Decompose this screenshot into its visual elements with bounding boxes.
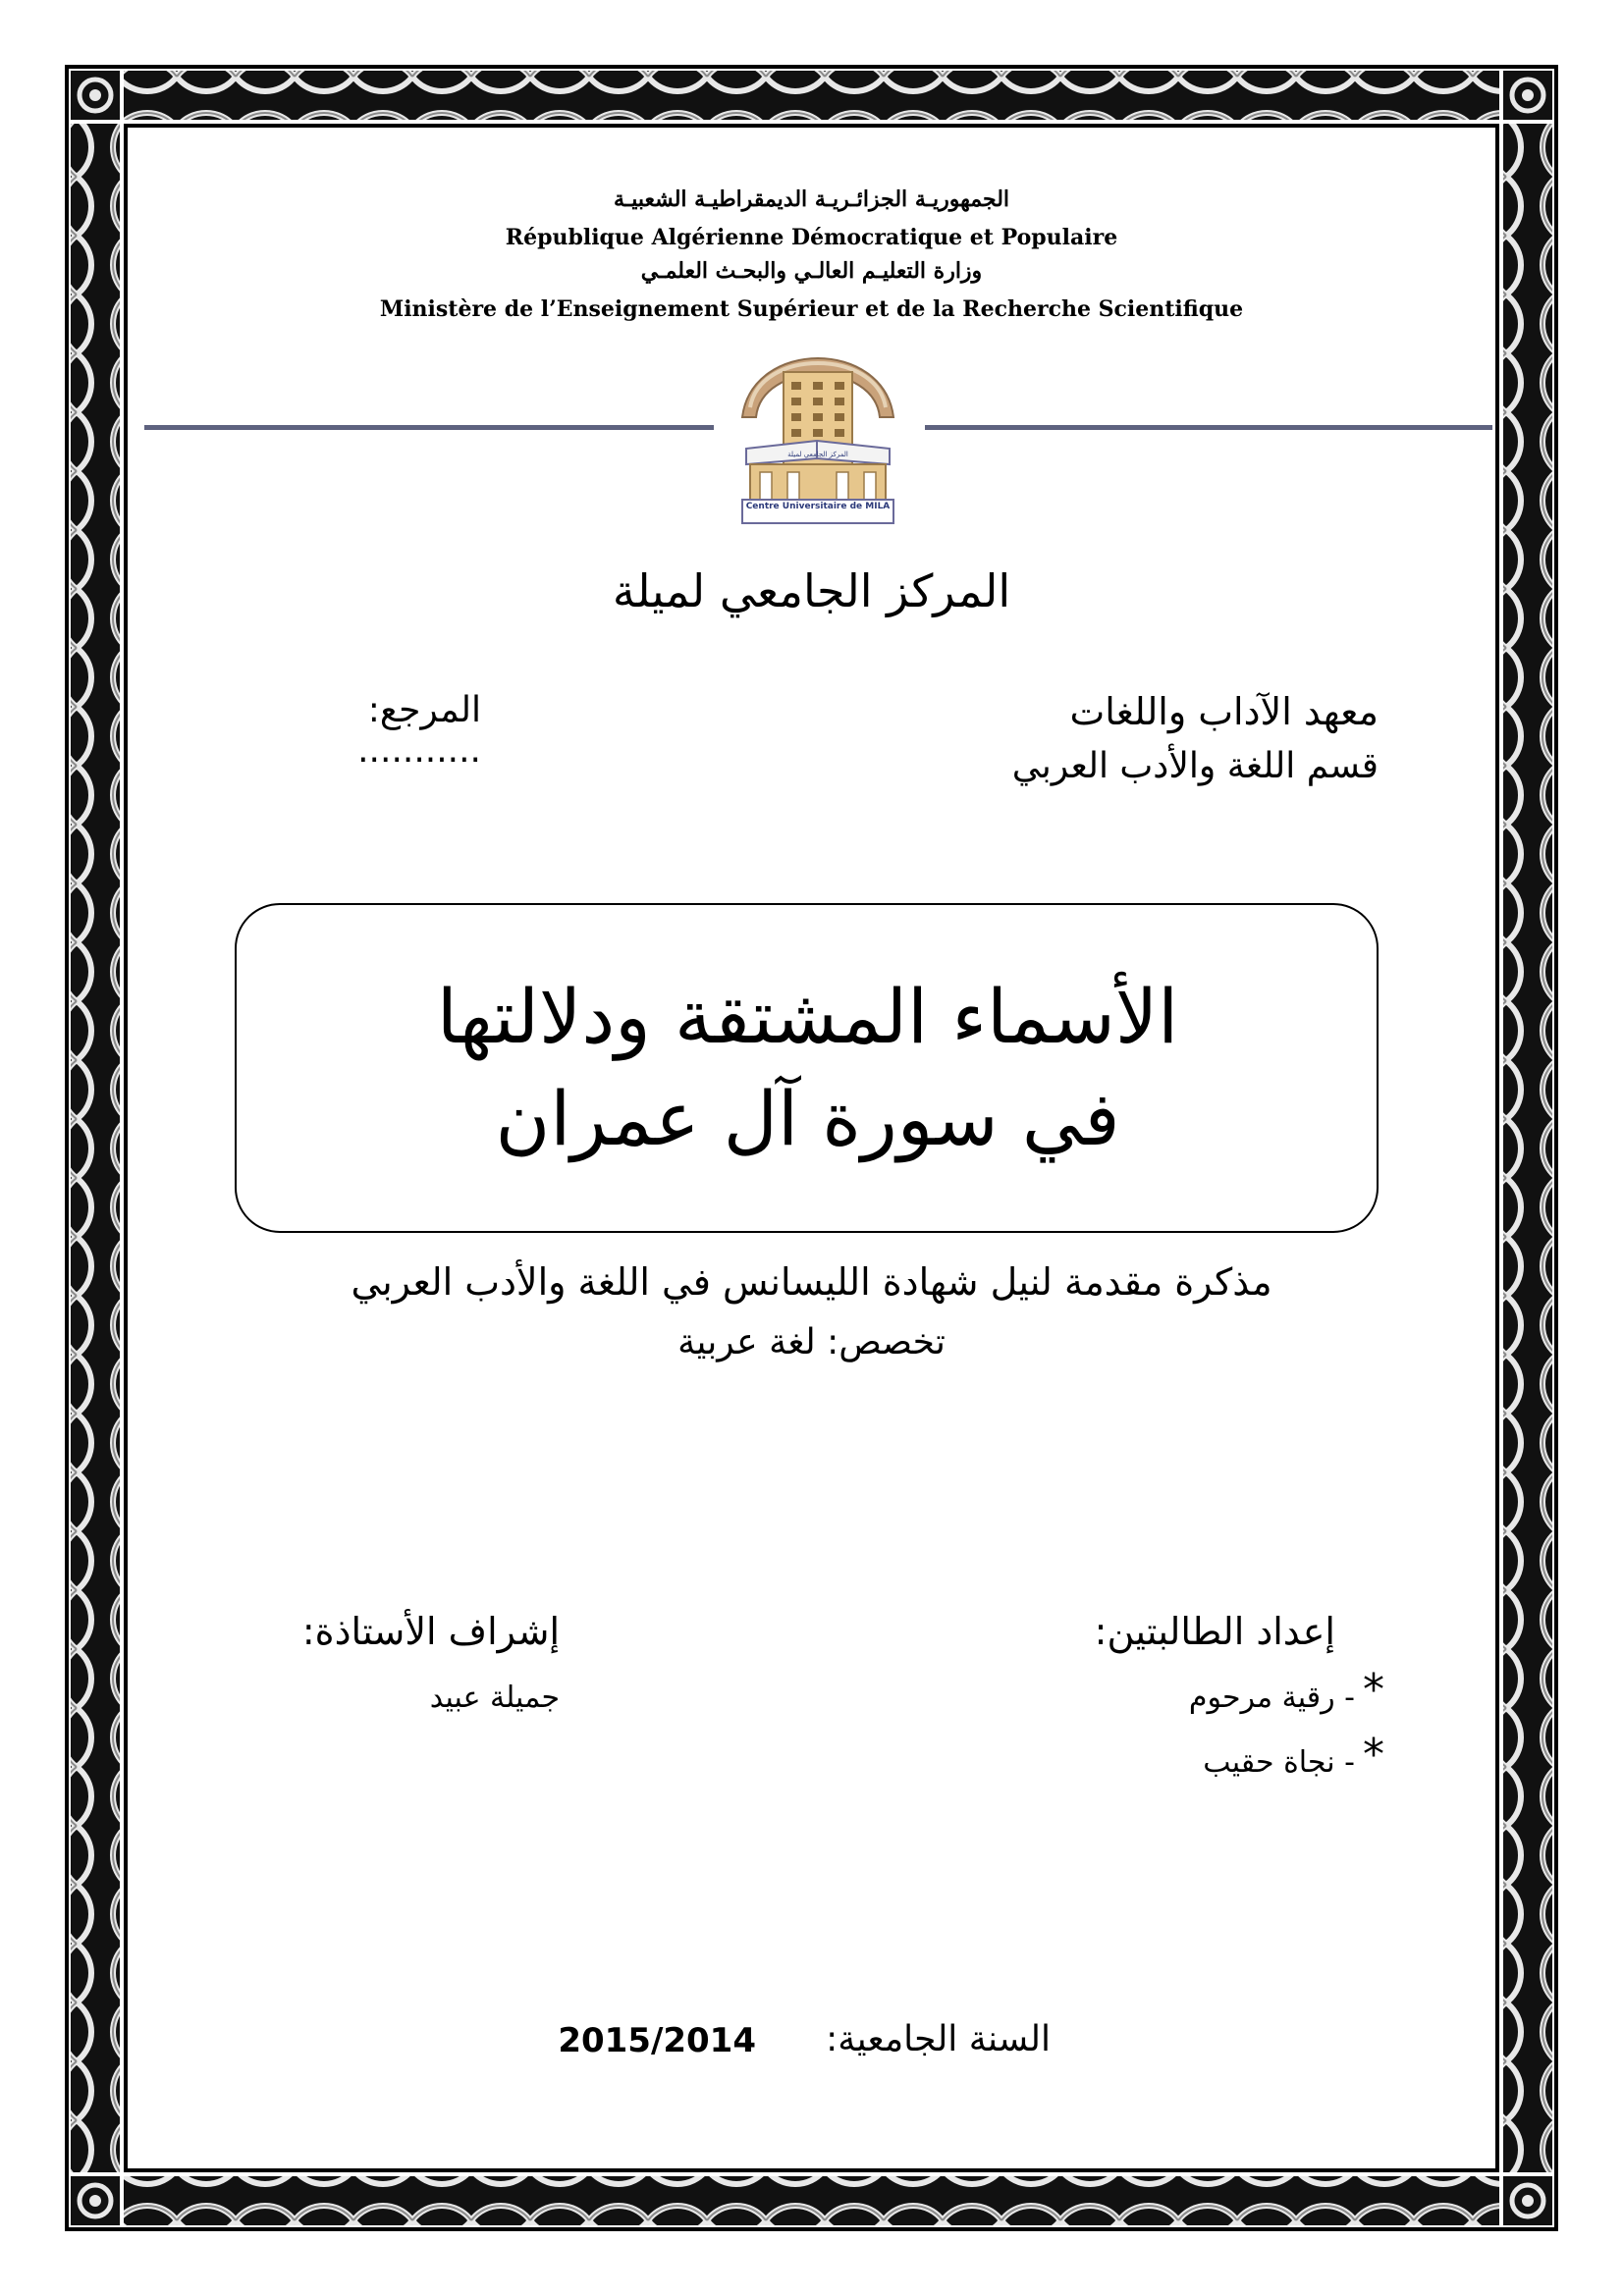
border-corner-top-right xyxy=(1503,71,1552,120)
academic-year-value: 2015/2014 xyxy=(558,2021,756,2060)
header-ministry-fr: Ministère de l’Enseignement Supérieur et de la Recherche Scientifique xyxy=(379,296,1244,322)
supervisor-name: جميلة عبيد xyxy=(429,1681,560,1715)
header-ministry-ar: وزارة التعليـم العالـي والبحـث العلمـي xyxy=(640,258,983,284)
student-2-marker: * xyxy=(1363,1730,1384,1780)
academic-year-label: السنة الجامعية: xyxy=(826,2019,1051,2059)
thesis-title-line-1: الأسماء المشتقة ودلالتها xyxy=(436,973,1179,1060)
header-rule-right xyxy=(925,425,1492,430)
institute-name: معهد الآداب واللغات xyxy=(1069,690,1379,733)
thesis-description: مذكرة مقدمة لنيل شهادة الليسانس في اللغة والأدب العربي xyxy=(351,1260,1272,1304)
border-band-bottom xyxy=(124,2176,1499,2225)
academic-year xyxy=(550,2019,1073,2070)
student-2-name: - نجاة حقيب xyxy=(1203,1745,1355,1780)
border-band-right xyxy=(1503,124,1552,2172)
department-name: قسم اللغة والأدب العربي xyxy=(1011,746,1379,786)
border-band-top xyxy=(124,71,1499,120)
students-label: إعداد الطالبتين: xyxy=(1094,1610,1335,1653)
thesis-specialty: تخصص: لغة عربية xyxy=(677,1322,946,1362)
student-1-name: - رقية مرحوم xyxy=(1188,1681,1355,1715)
header-rule-left xyxy=(144,425,714,430)
student-1-marker: * xyxy=(1363,1665,1384,1715)
logo-caption: Centre Universitaire de MILA xyxy=(745,502,891,511)
reference-number: المرجع: ........... xyxy=(357,690,481,771)
supervisor-label: إشراف الأستاذة: xyxy=(301,1610,560,1653)
header-republic-fr: République Algérienne Démocratique et Populaire xyxy=(505,225,1118,250)
university-logo xyxy=(732,339,903,525)
border-corner-top-left xyxy=(71,71,120,120)
border-band-left xyxy=(71,124,120,2172)
center-name: المركز الجامعي لميلة xyxy=(612,564,1011,617)
header-republic-ar: الجمهوريـة الجزائـريـة الديمقراطيـة الشعبيـة xyxy=(613,187,1010,212)
border-corner-bottom-left xyxy=(71,2176,120,2225)
university-building-logo-icon xyxy=(732,339,903,525)
thesis-title-line-2: في سورة آل عمران xyxy=(495,1075,1120,1162)
thesis-title-box xyxy=(235,903,1379,1233)
logo-banner: المركز الجامعي لميلة xyxy=(787,451,848,458)
border-corner-bottom-right xyxy=(1503,2176,1552,2225)
